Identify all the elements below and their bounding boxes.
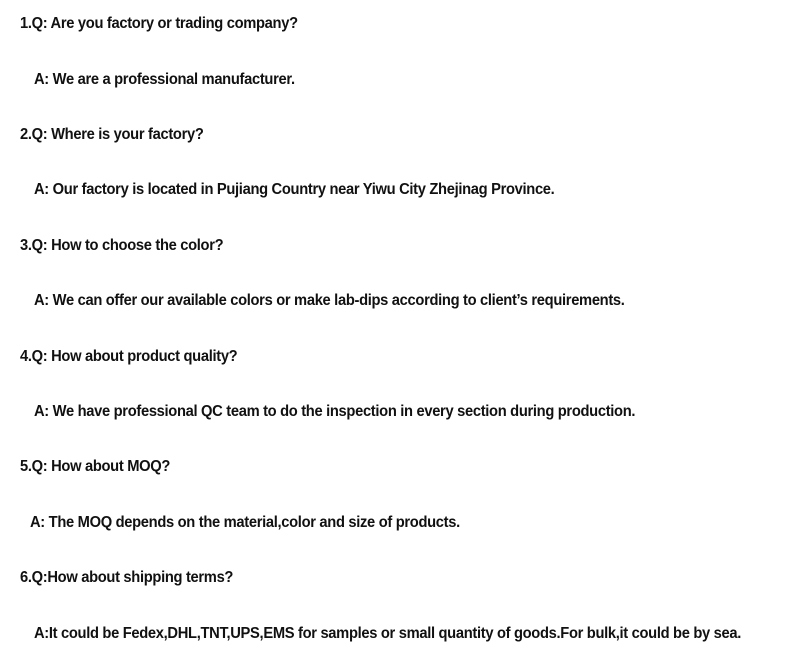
faq-question-1: 1.Q: Are you factory or trading company? <box>20 15 298 32</box>
faq-question-6: 6.Q:How about shipping terms? <box>20 569 234 586</box>
faq-question-2: 2.Q: Where is your factory? <box>20 126 204 143</box>
faq-answer-5: A: The MOQ depends on the material,color and size of products. <box>30 514 460 531</box>
faq-answer-3: A: We can offer our available colors or make lab-dips according to client’s requirements. <box>34 292 625 309</box>
faq-answer-2: A: Our factory is located in Pujiang Country near Yiwu City Zhejinag Province. <box>34 181 555 198</box>
faq-question-3: 3.Q: How to choose the color? <box>20 237 224 254</box>
faq-answer-6: A:It could be Fedex,DHL,TNT,UPS,EMS for samples or small quantity of goods.For bulk,it could be by sea. <box>34 625 742 642</box>
faq-question-4: 4.Q: How about product quality? <box>20 348 238 365</box>
faq-question-5: 5.Q: How about MOQ? <box>20 458 171 475</box>
faq-answer-1: A: We are a professional manufacturer. <box>34 71 295 88</box>
faq-answer-4: A: We have professional QC team to do the inspection in every section during production. <box>34 403 636 420</box>
